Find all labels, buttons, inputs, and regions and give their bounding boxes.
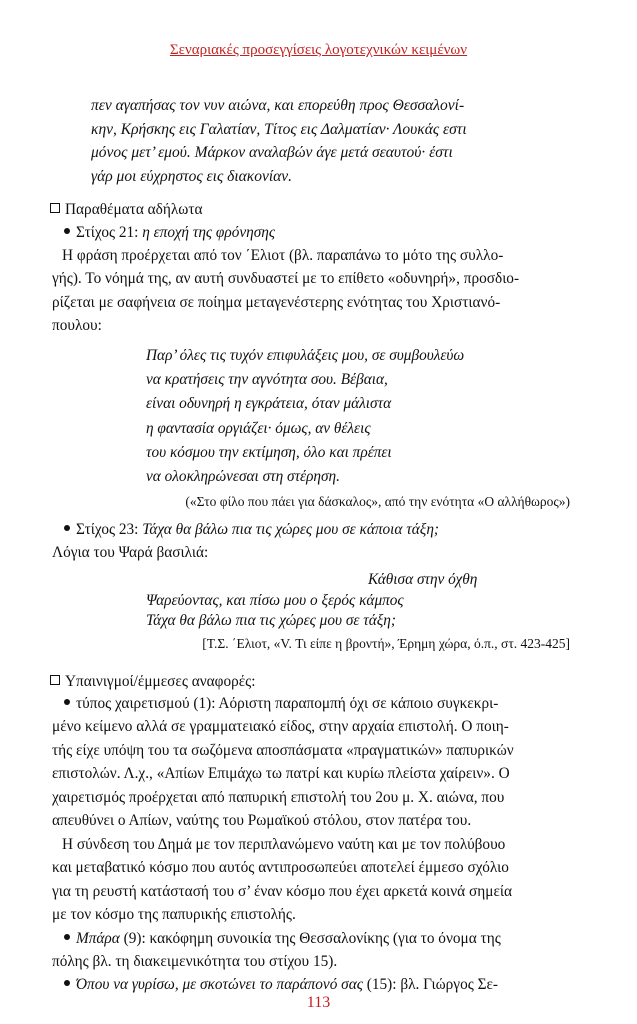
quote-line: κην, Κρήσκης εις Γαλατίαν, Τίτος εις Δαλματίαν· Λουκάς εστι (91, 120, 467, 138)
section-heading-allusions (50, 670, 573, 693)
bullet-icon (64, 525, 70, 531)
checkbox-square-icon (50, 203, 60, 213)
poem-line: του κόσμου την εκτίμηση, όλο και πρέπει (146, 443, 392, 461)
allusion-item-complaint (52, 973, 575, 996)
bullet-icon (64, 228, 70, 234)
poem-line: είναι οδυνηρή η εγκράτεια, όταν μάλιστα (146, 395, 392, 413)
paragraph-line: χαιρετισμός προέρχεται από παπυρική επιστολή του 2ου μ. Χ. αιώνα, που (52, 788, 505, 806)
poem-line: να ολοκληρώνεσαι στη στέρηση. (146, 468, 340, 486)
paragraph-line (52, 973, 575, 996)
poem-line: η φαντασία οργιάζει· όμως, αν θέλεις (146, 419, 371, 437)
bullet-line-23 (64, 518, 587, 541)
header-title: Σεναριακές προσεγγίσεις λογοτεχνικών κειμένων (169, 42, 468, 58)
allusion-item-bara (52, 927, 575, 974)
paragraph-line: απευθύνει ο Απίων, ναύτης του Ρωμαϊκού στόλου, στον πατέρα του. (52, 812, 472, 830)
explanation-paragraph (52, 244, 575, 338)
paragraph-line (52, 692, 575, 715)
paragraph-line: επιστολών. Λ.χ., «Απίων Επιμάχω τω πατρί και κυρίω πλείστα χαίρειν». Ο (52, 765, 510, 783)
paragraph-line: πουλου: (52, 317, 102, 335)
bullet-prefix: Στίχος 23: (76, 521, 143, 538)
poem-line: να κρατήσεις την αγνότητα σου. Βέβαια, (146, 371, 388, 389)
paragraph-line (52, 927, 575, 950)
paragraph-line: και μεταβατικό κόσμο που αυτός αντιπροσωπεύει αποτελεί έμμεσο σχόλιο (52, 859, 509, 877)
bullet-italic: Μπάρα (76, 930, 120, 947)
bullet-text: τύπος χαιρετισμού (1): Αόριστη παραπομπή όχι σε κάποιο συγκεκρι- (76, 695, 499, 712)
paragraph-line: γής). Το νόημά της, αν αυτή συνδυαστεί με το επίθετο «οδυνηρή», προσδιο- (52, 270, 520, 288)
poem-source: («Στο φίλο που πάει για δάσκαλος», από την ενότητα «Ο αλλήθωρος») (185, 494, 570, 509)
paragraph-line: Η σύνδεση του Δημά με τον περιπλανώμενο ναύτη και με τον πολύβουο (62, 836, 506, 853)
bullet-prefix: Στίχος 21: (76, 224, 143, 241)
running-header (0, 42, 637, 59)
bullet-italic: Όπου να γυρίσω, με σκοτώνει το παράπονό σας (76, 976, 363, 993)
quote-line: γάρ μοι εύχρηστος εις διακονίαν. (91, 167, 293, 185)
paragraph-line: για τη ρευστή κατάστασή του σ’ έναν κόσμο που έχει αρκετά κοινά σημεία (52, 882, 513, 900)
page-number: 113 (306, 994, 331, 1011)
bullet-text: (15): βλ. Γιώργος Σε- (362, 976, 499, 993)
poem-line: Τάχα θα βάλω πια τις χώρες μου σε τάξη; (146, 612, 396, 629)
bullet-line-21 (64, 221, 587, 244)
poem-line: Κάθισα στην όχθη (368, 571, 478, 588)
epistle-quote (91, 94, 561, 188)
bullet-subtext: Λόγια του Ψαρά βασιλιά: (52, 544, 209, 561)
allusion-item-greeting (52, 692, 575, 832)
bullet-icon (64, 980, 70, 986)
poem-line: Ψαρεύοντας, και πίσω μου ο ξερός κάμπος (146, 591, 404, 609)
section-heading-text: Υπαινιγμοί/έμμεσες αναφορές: (65, 673, 256, 690)
section-heading-text: Παραθέματα αδήλωτα (65, 201, 203, 218)
quote-line: μόνος μετ’ εμού. Μάρκον αναλαβών άγε μετά σεαυτού· έστι (91, 144, 453, 161)
paragraph-line: ρίζεται με σαφήνεια σε ποίημα μεταγενέστερης ενότητας του Χριστιανό- (52, 293, 501, 311)
poem2-source: [Τ.Σ. ΄Ελιοτ, «V. Τι είπε η βροντή», Έρημη χώρα, ό.π., στ. 423-425] (202, 636, 570, 651)
bullet-icon (64, 934, 70, 940)
poem-line: Παρ’ όλες τις τυχόν επιφυλάξεις μου, σε συμβουλεύω (146, 347, 465, 364)
bullet-italic: η εποχή της φρόνησης (142, 224, 276, 241)
bullet-italic: Τάχα θα βάλω πια τις χώρες μου σε κάποια τάξη; (142, 521, 440, 538)
quote-line: πεν αγαπήσας τον νυν αιώνα, και επορεύθη προς Θεσσαλονί- (91, 97, 465, 114)
section-heading-unmarked-quotes (50, 198, 573, 221)
paragraph-line: με τον κόσμο της παπυρικής επιστολής. (52, 906, 296, 924)
paragraph-line: τής είχε υπόψη του τα σωζόμενα αποσπάσματα «πραγματικών» παπυρικών (52, 741, 514, 759)
checkbox-square-icon (50, 675, 60, 685)
paragraph-line: Η φράση προέρχεται από τον ΄Ελιοτ (βλ. παραπάνω το μότο της συλλο- (62, 247, 504, 264)
poem-excerpt (146, 344, 576, 489)
paragraph-line: πόλης βλ. τη διακειμενικότητα του στίχου 15). (52, 953, 338, 971)
bullet-text: (9): κακόφημη συνοικία της Θεσσαλονίκης (για το όνομα της (119, 930, 501, 947)
connection-paragraph (52, 833, 575, 927)
bullet-icon (64, 699, 70, 705)
poem2-excerpt (146, 570, 576, 632)
paragraph-line: μένο κείμενο αλλά σε γραμματειακό είδος, στην αρχαία επιστολή. Ο ποιη- (52, 718, 509, 736)
